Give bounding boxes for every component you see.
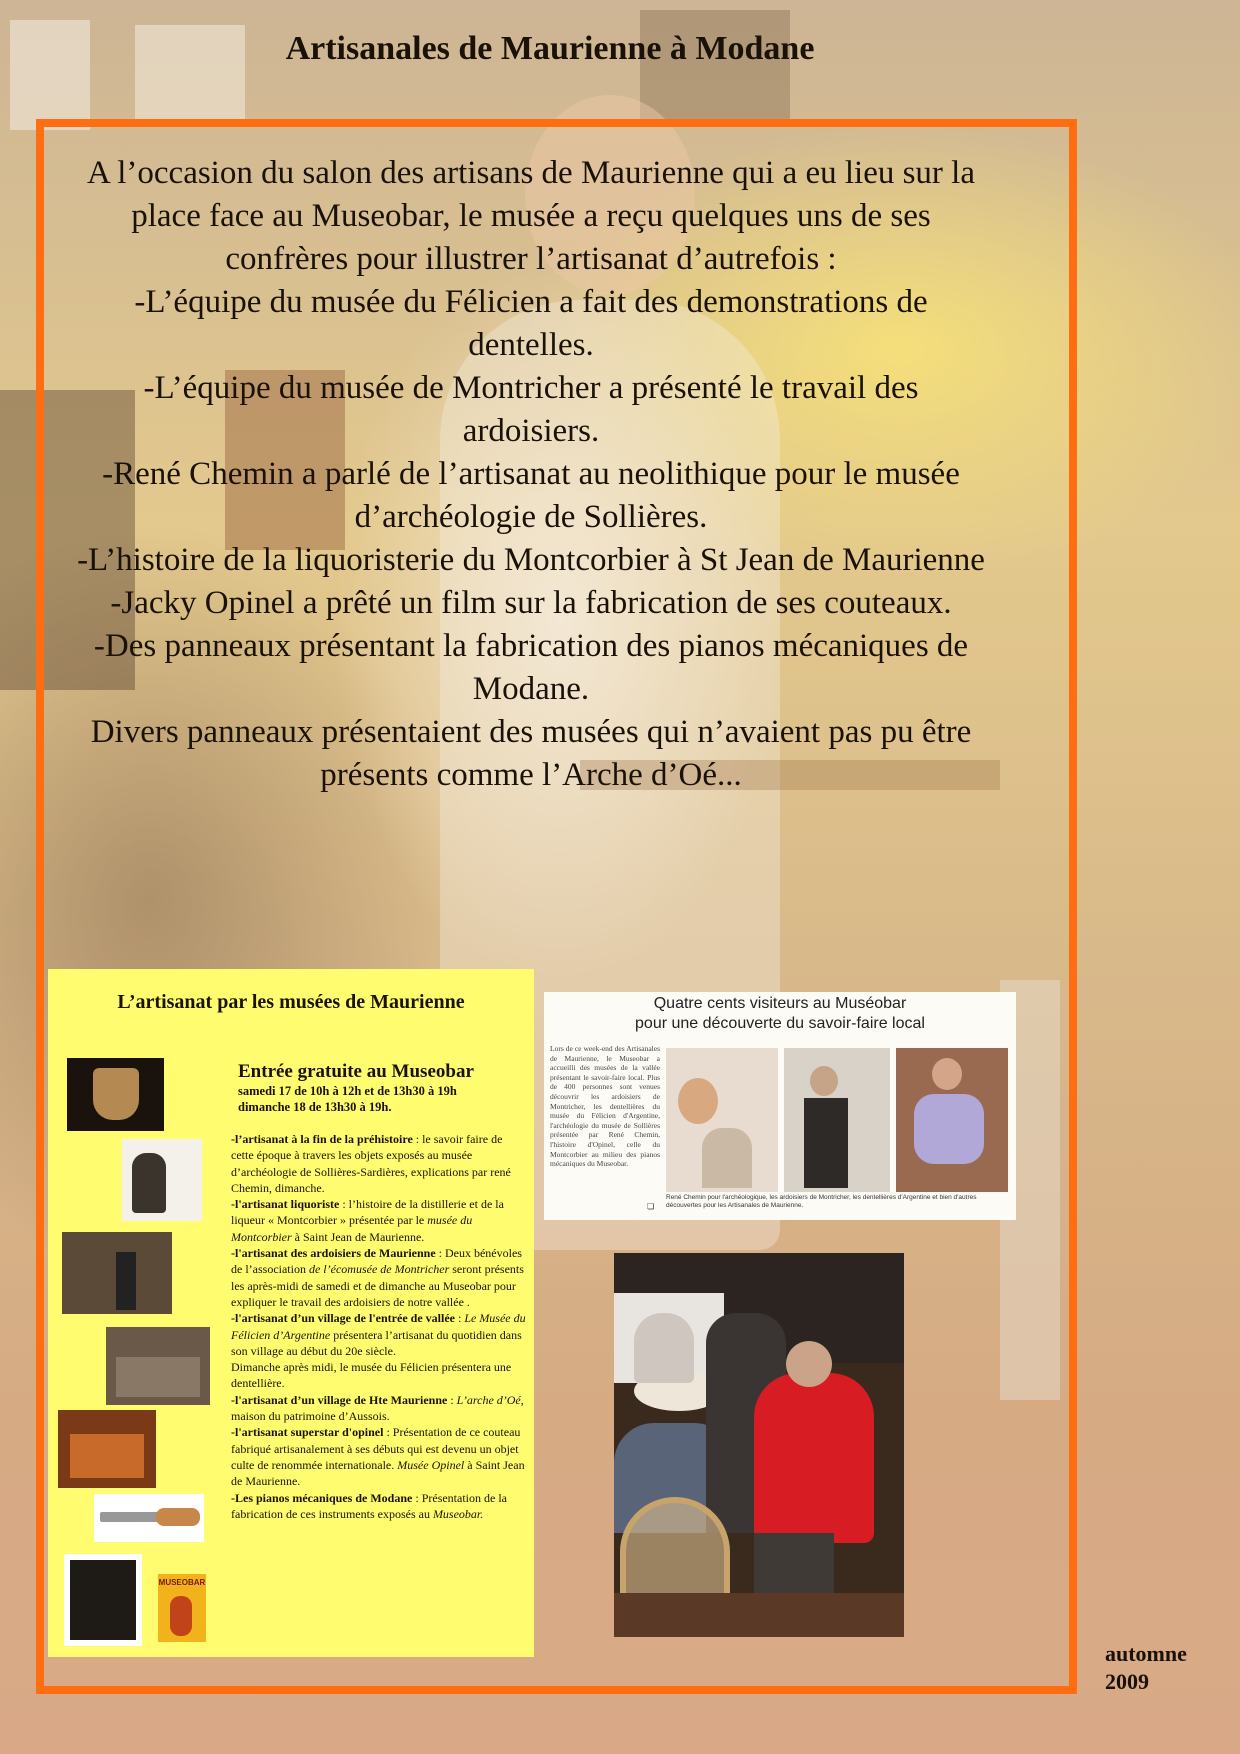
flyer-program-item xyxy=(231,1424,527,1489)
program-item-title: -l'artisanat liquoriste xyxy=(231,1197,340,1212)
program-item-tail: seront présents les après-midi de samedi et de dimanche au Museobar pour expliquer le travail des ardoisiers de notre vallée . xyxy=(231,1262,524,1309)
flyer-title: L’artisanat par les musées de Maurienne xyxy=(117,991,465,1013)
event-flyer xyxy=(48,969,534,1657)
end-mark: ❏ xyxy=(647,1202,655,1211)
intro-paragraph: -Jacky Opinel a prêté un film sur la fabrication de ses couteaux. xyxy=(110,585,952,621)
intro-paragraph: Divers panneaux présentaient des musées qui n’avaient pas pu être présents comme l’Arche d’Oé... xyxy=(90,714,972,793)
newspaper-clipping xyxy=(544,992,1016,1220)
flyer-program xyxy=(231,1131,527,1522)
program-item-text: : Deux bénévoles de l’association xyxy=(231,1246,522,1277)
program-item-title: -l'artisanat d’un village de l'entrée de vallée xyxy=(231,1311,455,1326)
program-item-text: : xyxy=(447,1392,457,1407)
program-item-title: -l'artisanat superstar d'opinel xyxy=(231,1425,384,1440)
clipping-article-text: Lors de ce week-end des Artisanales de Maurienne, le Museobar a accueilli des musées de la vallée présentant le savoir-faire local. Plus de 400 personnes sont venues découvrir les ardoisiers de Montricher, les dentellières du musée du Félicien d'Argentine, l'archéologie du musée de Sollières présentée par René Chemin, l'histoire d'Opinel, celle du Montcorbier au milieu des pianos mécaniques du Museobar. xyxy=(550,1044,660,1169)
program-item-museum: Le Musée du Félicien d’Argentine xyxy=(231,1311,526,1342)
program-item-museum: de l’écomusée de Montricher xyxy=(308,1262,450,1277)
date-year: 2009 xyxy=(1105,1669,1149,1694)
visitors-photo xyxy=(614,1253,904,1637)
flyer-program-item xyxy=(231,1392,527,1425)
lace-workshop-image xyxy=(58,1410,156,1488)
program-item-museum: musée du Montcorbier xyxy=(231,1213,473,1244)
program-item-title: -l’artisanat à la fin de la préhistoire xyxy=(231,1132,413,1146)
museobar-logo-text: MUSEOBAR xyxy=(158,1578,206,1587)
program-item-tail: , maison du patrimoine d’Aussois. xyxy=(231,1392,524,1424)
clipping-photo-slate-workers xyxy=(784,1048,890,1192)
intro-paragraph: -L’histoire de la liquoristerie du Montcorbier à St Jean de Maurienne xyxy=(77,542,985,578)
mechanical-piano-image xyxy=(64,1554,142,1646)
clipping-photo-lace-makers xyxy=(896,1048,1008,1192)
program-item-museum: Museobar. xyxy=(432,1506,484,1521)
program-item-tail: présentera l’artisanat du quotidien dans son village au début du 20e siècle. xyxy=(231,1327,522,1358)
clipping-headline-line2: pour une découverte du savoir-faire local xyxy=(635,1015,925,1032)
intro-paragraph: A l’occasion du salon des artisans de Maurienne qui a eu lieu sur la place face au Museobar, le musée a reçu quelques uns de ses confrères pour illustrer l’artisanat d’autrefois : xyxy=(86,155,975,277)
page-title: Artisanales de Maurienne à Modane xyxy=(285,30,815,67)
program-item-text: : Présentation de la fabrication de ces instruments exposés au xyxy=(231,1490,507,1521)
flyer-program-item xyxy=(231,1245,527,1310)
liqueur-poster-image xyxy=(122,1139,202,1221)
date-label xyxy=(1105,1640,1187,1696)
program-item-museum: L’arche d’Oé xyxy=(456,1392,521,1407)
opinel-knife-image xyxy=(94,1494,204,1542)
clipping-headline-line1: Quatre cents visiteurs au Muséobar xyxy=(653,995,907,1012)
intro-paragraph: -L’équipe du musée du Félicien a fait des demonstrations de dentelles. xyxy=(134,284,928,363)
entry-saturday: samedi 17 de 10h à 12h et de 13h30 à 19h xyxy=(238,1084,457,1098)
slate-workers-image xyxy=(62,1232,172,1314)
program-item-tail: à Saint Jean de Maurienne. xyxy=(231,1457,525,1489)
program-item-tail: à Saint Jean de Maurienne. xyxy=(291,1229,425,1244)
clipping-photo-rene-chemin xyxy=(666,1048,778,1192)
clipping-caption: René Chemin pour l'archéologique, les ardoisiers de Montricher, les dentellières d'Argentine et bien d'autres découvertes pour les Artisanales de Maurienne. xyxy=(666,1194,977,1209)
flyer-program-item xyxy=(231,1490,527,1523)
entry-sunday: dimanche 18 de 13h30 à 19h. xyxy=(238,1100,392,1114)
program-item-text: : l’histoire de la distillerie et de la liqueur « Montcorbier » présentée par le xyxy=(231,1197,504,1228)
program-item-text: Dimanche après midi, le musée du Félicien présentera une dentellière. xyxy=(231,1360,512,1391)
program-item-text: : Présentation de ce couteau fabriqué artisanalement à ses débuts qui est devenu un objet culte de renommée internationale. xyxy=(231,1425,521,1472)
date-season: automne xyxy=(1105,1641,1187,1666)
intro-paragraph: -L’équipe du musée de Montricher a présenté le travail des ardoisiers. xyxy=(143,370,919,449)
program-item-title: -Les pianos mécaniques de Modane xyxy=(231,1490,413,1505)
village-interior-image xyxy=(106,1327,210,1405)
flyer-program-item xyxy=(231,1131,527,1196)
program-item-title: -l'artisanat des ardoisiers de Maurienne xyxy=(231,1246,436,1261)
program-item-museum: Musée Opinel xyxy=(397,1457,465,1472)
comb-artifact-image xyxy=(67,1058,164,1131)
clipping-headline xyxy=(544,994,1016,1034)
flyer-program-item xyxy=(231,1359,527,1392)
program-item-title: -l'artisanat d’un village de Hte Maurienne xyxy=(231,1392,448,1407)
flyer-program-item xyxy=(231,1310,527,1359)
entry-heading: Entrée gratuite au Museobar xyxy=(238,1061,474,1082)
intro-text xyxy=(76,152,986,797)
entry-info xyxy=(236,1061,526,1115)
intro-paragraph: -René Chemin a parlé de l’artisanat au neolithique pour le musée d’archéologie de Sollières. xyxy=(102,456,960,535)
museobar-logo xyxy=(158,1574,206,1642)
flyer-program-item xyxy=(231,1196,527,1245)
intro-paragraph: -Des panneaux présentant la fabrication des pianos mécaniques de Modane. xyxy=(93,628,969,707)
program-item-text: : le savoir faire de cette époque à travers les objets exposés au musée d’archéologie de Sollières-Sardières, explications par rené Chemin, dimanche. xyxy=(231,1132,511,1195)
program-item-text: : xyxy=(454,1311,465,1326)
